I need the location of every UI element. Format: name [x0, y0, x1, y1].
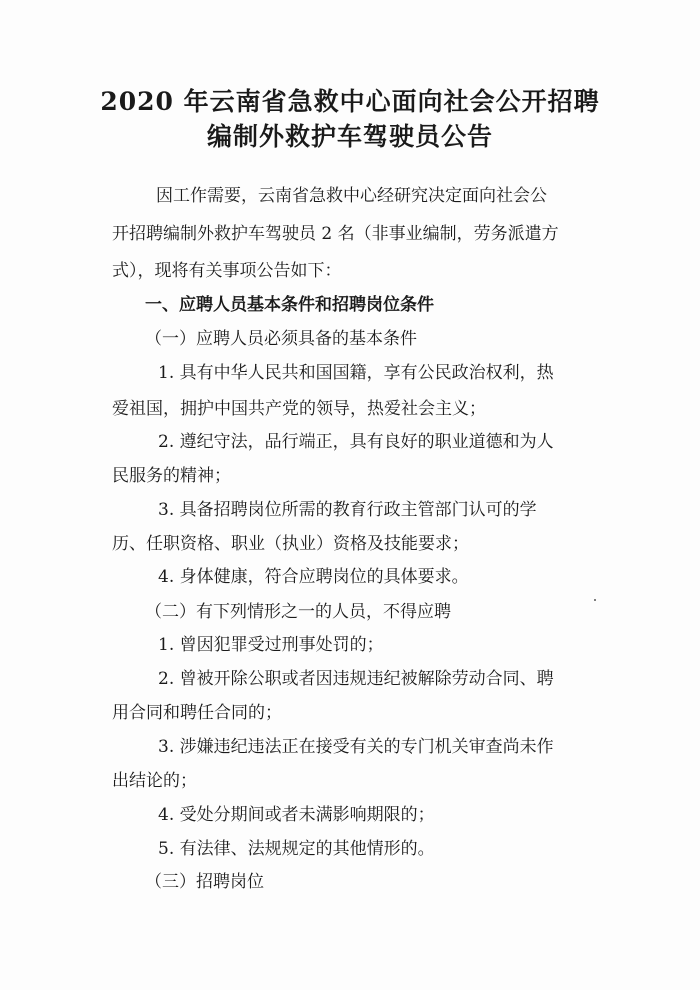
disqualifier-4-line-1: 4. 受处分期间或者未满影响期限的；	[158, 805, 435, 825]
disqualifier-3-line-1: 3. 涉嫌违纪违法正在接受有关的专门机关审查尚未作	[158, 737, 554, 757]
subsection-2-heading: （二）有下列情形之一的人员，不得应聘	[145, 602, 451, 622]
condition-3-line-1: 3. 具备招聘岗位所需的教育行政主管部门认可的学	[158, 500, 537, 520]
disqualifier-3-line-2: 出结论的；	[112, 771, 197, 791]
section-1-heading: 一、应聘人员基本条件和招聘岗位条件	[145, 295, 434, 315]
disqualifier-1-line-1: 1. 曾因犯罪受过刑事处罚的；	[158, 635, 384, 655]
condition-4-line-1: 4. 身体健康，符合应聘岗位的具体要求。	[158, 567, 469, 587]
subsection-1-heading: （一）应聘人员必须具备的基本条件	[145, 329, 417, 349]
condition-2-line-1: 2. 遵纪守法，品行端正，具有良好的职业道德和为人	[158, 432, 554, 452]
disqualifier-2-line-2: 用合同和聘任合同的；	[112, 703, 282, 723]
condition-1-line-2: 爱祖国，拥护中国共产党的领导，热爱社会主义；	[112, 399, 486, 419]
intro-line-2: 开招聘编制外救护车驾驶员 2 名（非事业编制，劳务派遣方	[112, 224, 559, 244]
condition-1-line-1: 1. 具有中华人民共和国国籍，享有公民政治权利，热	[158, 363, 554, 383]
document-title-line-1: 2020 年云南省急救中心面向社会公开招聘	[100, 87, 600, 116]
disqualifier-5-line-1: 5. 有法律、法规规定的其他情形的。	[158, 839, 435, 859]
scan-speck	[594, 599, 596, 601]
condition-3-line-2: 历、任职资格、职业（执业）资格及技能要求；	[112, 534, 469, 554]
condition-2-line-2: 民服务的精神；	[112, 466, 231, 486]
document-title-line-2: 编制外救护车驾驶员公告	[206, 122, 493, 151]
intro-line-3: 式），现将有关事项公告如下：	[112, 261, 342, 281]
disqualifier-2-line-1: 2. 曾被开除公职或者因违规违纪被解除劳动合同、聘	[158, 669, 554, 689]
intro-line-1: 因工作需要，云南省急救中心经研究决定面向社会公	[156, 186, 547, 206]
subsection-3-heading: （三）招聘岗位	[145, 872, 264, 892]
